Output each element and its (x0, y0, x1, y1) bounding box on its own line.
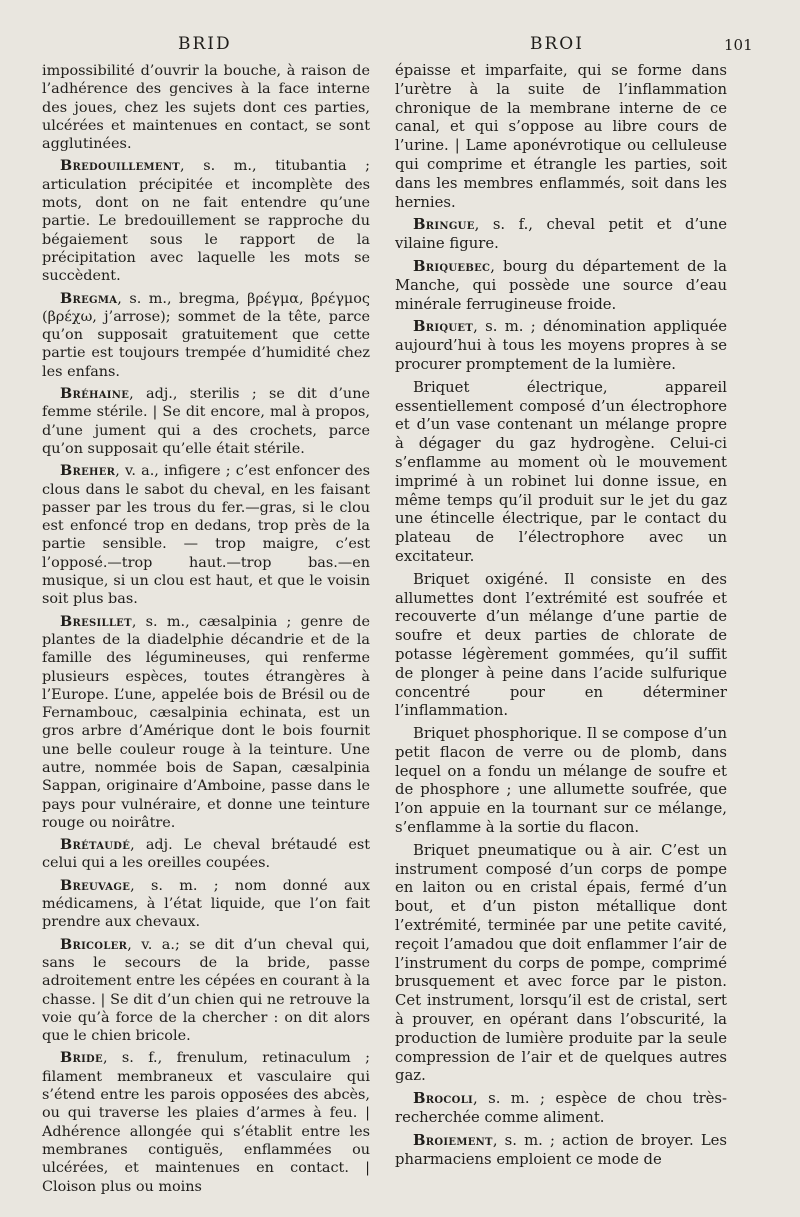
entry-text: , s. m., cæsalpinia ; genre de plantes de la diadelphie décandrie et de la famille des légumineuses, qui renferme plusieurs espèces, toutes étrangères à l’Europe. L’une, appelée bois de Brésil ou de Fernambouc, cæsalpinia echinata, est un gros arbre d’Amérique dont le bois fournit une belle couleur rouge à la teinture. Une autre, nommée bois de Sapan, cæsalpinia Sappan, originaire d’Amboine, passe dans le pays pour vulnéraire, et donne une teinture rouge ou noirâtre. (42, 613, 370, 831)
entry-paragraph (42, 157, 370, 285)
entry-paragraph (42, 62, 370, 153)
entry-headword: Breher (60, 462, 116, 480)
entry-paragraph (42, 936, 370, 1046)
left-column (42, 62, 370, 1200)
entry-headword: Brétaudé (60, 836, 131, 854)
entry-paragraph (42, 613, 370, 833)
entry-headword: Briquet (413, 318, 474, 336)
right-column (395, 62, 727, 1173)
entry-paragraph (395, 379, 727, 567)
entry-headword: Bricoler (60, 935, 128, 953)
entry-text: , v. a.; se dit d’un cheval qui, sans le secours de la bride, passe adroitement entre les cépées en courant à la chasse. | Se dit d’un chien qui ne retrouve la voie qu’à force de la chercher : on dit alors que le chien bricole. (42, 936, 370, 1045)
entry-paragraph (395, 318, 727, 374)
entry-headword: Brocoli (413, 1090, 474, 1108)
entry-paragraph (395, 842, 727, 1086)
entry-text: Briquet pneumatique ou à air. C’est un instrument composé d’un corps de pompe en laiton ou en cristal épais, fermé d’un bout, et d’un piston métallique dont l’extrémité, terminée par une petite cavité, reçoit l’amadou que doit enflammer l’air de l’instrument du corps de pompe, comprimé brusquement et avec force par le piston. Cet instrument, lorsqu’il est de cristal, sert à prouver, en opérant dans l’obscurité, la production de lumière produite par la seule compression de l’air et de quelques autres gaz. (395, 841, 727, 1085)
entry-text: , s. m., titubantia ; articulation précipitée et incomplète des mots, dont on ne fait entendre qu’une partie. Le bredouillement se rapproche du bégaiement sous le rapport de la précipitation avec laquelle les mots se succèdent. (42, 158, 370, 285)
entry-paragraph (395, 258, 727, 314)
entry-headword: Bregma (60, 289, 118, 307)
entry-text: impossibilité d’ouvrir la bouche, à raison de l’adhérence des gencives à la face interne des joues, chez les sujets dont ces parties, ulcérées et maintenues en contact, se sont agglutinées. (42, 63, 370, 153)
entry-headword: Bride (60, 1049, 103, 1067)
entry-headword: Bresillet (60, 612, 132, 630)
running-head-left: BRID (178, 34, 232, 54)
entry-paragraph (395, 725, 727, 838)
entry-text: , s. m. ; espèce de chou très-recherchée comme aliment. (395, 1090, 727, 1127)
entry-paragraph (395, 216, 727, 254)
entry-paragraph (42, 385, 370, 458)
entry-text: épaisse et imparfaite, qui se forme dans l’urètre à la suite de l’inflammation chronique de la membrane interne de ce canal, et qui s’oppose au libre cours de l’urine. | Lame aponévrotique ou celluleuse qui comprime et étrangle les parties, soit dans les membres enflammés, soit dans les hernies. (395, 62, 727, 211)
entry-text: , s. m. ; action de broyer. Les pharmaciens emploient ce mode de (395, 1131, 727, 1168)
entry-paragraph (395, 62, 727, 212)
entry-text: , bourg du département de la Manche, qui possède une source d’eau minérale ferrugineuse froide. (395, 257, 727, 313)
entry-text: , s. m. ; nom donné aux médicamens, à l’état liquide, que l’on fait prendre aux chevaux. (42, 877, 370, 931)
entry-paragraph (395, 1090, 727, 1128)
entry-text: , s. f., cheval petit et d’une vilaine figure. (395, 216, 727, 253)
entry-paragraph (395, 1132, 727, 1170)
entry-text: , adj. Le cheval brétaudé est celui qui a les oreilles coupées. (42, 837, 370, 872)
entry-text: Briquet électrique, appareil essentiellement composé d’un électrophore et d’un vase contenant un mélange propre à dégager du gaz hydrogène. Celui-ci s’enflamme au moment où le mouvement imprimé à un robinet lui donne issue, en même temps qu’il produit sur le jet du gaz une étincelle électrique, par le contact du plateau de l’électrophore avec un excitateur. (395, 378, 727, 565)
entry-headword: Breuvage (60, 876, 131, 894)
entry-paragraph (395, 571, 727, 721)
entry-headword: Broiement (413, 1131, 493, 1149)
entry-text: Briquet oxigéné. Il consiste en des allumettes dont l’extrémité est soufrée et recouverte d’un mélange d’une partie de soufre et deux parties de chlorate de potasse légèrement gommées, qu’il suffit de plonger à peine dans l’acide sulfurique concentré pour en déterminer l’inflammation. (395, 570, 727, 720)
entry-paragraph (42, 877, 370, 932)
entry-headword: Briquebec (413, 257, 491, 275)
entry-headword: Bredouillement (60, 157, 181, 175)
entry-text: , adj., sterilis ; se dit d’une femme stérile. | Se dit encore, mal à propos, d’une jument qui a des crochets, parce qu’on supposait qu’elle était stérile. (42, 386, 370, 457)
entry-text: , s. m. ; dénomination appliquée aujourd’hui à tous les moyens propres à se procurer promptement de la lumière. (395, 318, 727, 373)
entry-text: , s. f., frenulum, retinaculum ; filament membraneux et vasculaire qui s’étend entre les parois opposées des abcès, ou qui traverse les plaies d’armes à feu. | Adhérence allongée qui s’établit entre les membranes contiguës, enflammées ou ulcérées, et maintenues en contact. | Cloison plus ou moins (42, 1050, 370, 1195)
page-number: 101 (724, 36, 753, 54)
entry-paragraph (42, 836, 370, 873)
entry-text: , v. a., infigere ; c’est enfoncer des clous dans le sabot du cheval, en les faisant passer par les trous du fer.—gras, si le clou est enfoncé trop en dedans, trop près de la partie sensible. — trop maigre, c’est l’opposé.—trop haut.—trop bas.—en musique, si un clou est haut, et que le voisin soit plus bas. (42, 463, 370, 608)
entry-paragraph (42, 290, 370, 381)
entry-headword: Bréhaine (60, 385, 130, 403)
entry-text: , s. m., bregma, βρέγμα, βρέγμος (βρέχω, j’arrose); sommet de la tête, parce qu’on supposait gratuitement que cette partie est toujours trempée d’humidité chez les enfans. (42, 290, 370, 380)
entry-paragraph (42, 462, 370, 608)
running-head-right: BROI (530, 34, 584, 54)
entry-headword: Bringue (413, 216, 475, 234)
entry-paragraph (42, 1049, 370, 1195)
entry-text: Briquet phosphorique. Il se compose d’un petit flacon de verre ou de plomb, dans lequel on a fondu un mélange de soufre et de phosphore ; une allumette soufrée, que l’on appuie en la tournant sur ce mélange, s’enflamme à la sortie du flacon. (395, 725, 727, 837)
